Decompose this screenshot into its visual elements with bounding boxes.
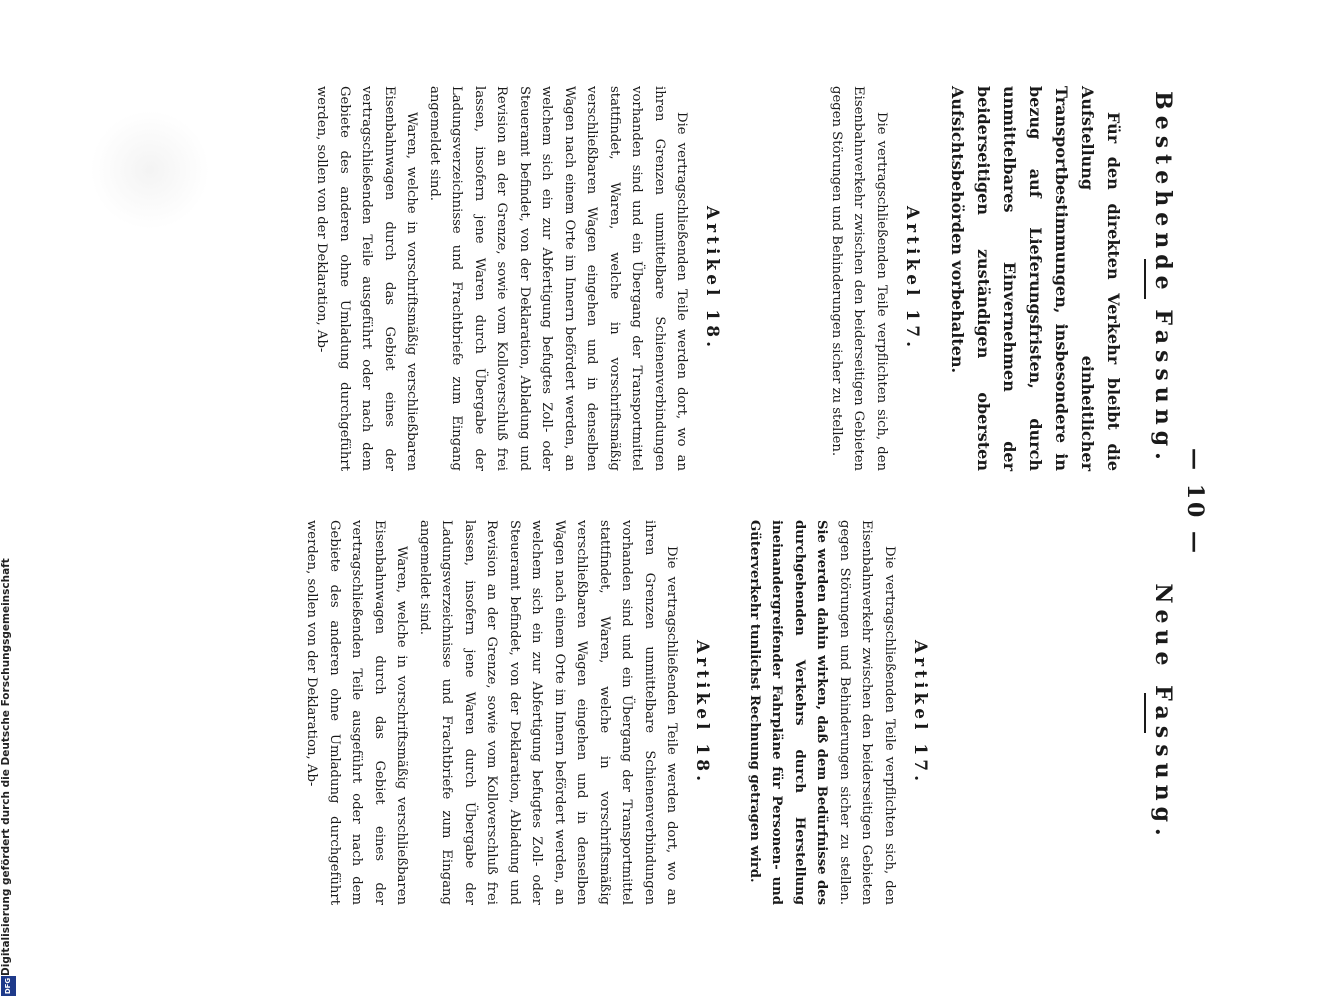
article-18-text-2: Waren, welche in vorschriftsmäßig verschließbaren Eisenbahnwagen durch das Gebiet eines der vertragschließenden Teile ausgeführt oder nach dem Gebiete des anderen ohne Umladung durchgeführt werden, sollen von der Deklaration, Ab- bbox=[304, 520, 410, 905]
dfg-logo-icon bbox=[1, 976, 16, 996]
digitization-credit bbox=[0, 558, 18, 996]
article-18-text-1: Die vertragschließenden Teile werden dort, wo an ihren Grenzen unmittelbare Schienenverbindungen vorhanden sind und ein Übergang der Transportmittel stattfindet, Waren, welche in vorschriftsmäßig verschließbaren Wagen eingehen und in denselben Wagen nach einem Orte im Innern befördert werden, an welchem sich ein zur Abfertigung befugtes Zoll- oder Steueramt befindet, von der Deklaration, Abladung und Revision an der Grenze, sowie vom Kolloverschluß frei lassen, insofern jene Waren durch Übergabe der Ladungsverzeichnisse und Frachtbriefe zum Eingang angemeldet sind. bbox=[427, 86, 690, 471]
column-title-existing: Bestehende Fassung. bbox=[1150, 91, 1176, 466]
article-18-text-2: Waren, welche in vorschriftsmäßig verschließbaren Eisenbahnwagen durch das Gebiet eines der vertragschließenden Teile ausgeführt oder nach dem Gebiete des anderen ohne Umladung durchgeführt werden, sollen von der Deklaration, Ab- bbox=[314, 86, 420, 471]
intro-paragraph: Für den direkten Verkehr bleibt die Aufstellung einheitlicher Transportbestimmungen, insbesondere in bezug auf Lieferungsfristen, durch unmittelbares Einvernehmen der beiderseitigen zuständigen obersten Aufsichtsbehörden vorbehalten. bbox=[948, 86, 1123, 471]
article-18-text-1: Die vertragschließenden Teile werden dort, wo an ihren Grenzen unmittelbare Schienenverbindungen vorhanden sind und ein Übergang der Transportmittel stattfindet, Waren, welche in vorschriftsmäßig verschließbaren Wagen eingehen und in denselben Wagen nach einem Orte im Innern befördert werden, an welchem sich ein zur Abfertigung befugtes Zoll- oder Steueramt befindet, von der Deklaration, Abladung und Revision an der Grenze, sowie vom Kolloverschluß frei lassen, insofern jene Waren durch Übergabe der Ladungsverzeichnisse und Frachtbriefe zum Eingang angemeldet sind. bbox=[417, 520, 680, 905]
title-underline bbox=[1144, 693, 1146, 733]
column-new-version bbox=[300, 520, 1176, 905]
column-existing-version bbox=[310, 86, 1176, 471]
title-underline bbox=[1144, 259, 1146, 299]
article-17-text-plain: Die vertragschließenden Teile verpflichten sich, den Eisenbahnverkehr zwischen den beiderseitigen Gebieten gegen Störungen und Behinderungen sicher zu stellen. bbox=[837, 520, 897, 905]
credit-text: Digitalisierung gefördert durch die Deutsche Forschungsgemeinschaft bbox=[0, 558, 12, 976]
column-title-new: Neue Fassung. bbox=[1150, 583, 1176, 842]
article-17-text-amendment: Sie werden dahin wirken, daß dem Bedürfnisse des durchgehenden Verkehrs durch Herstellung ineinandergreifender Fahrpläne für Personen- und Güterverkehr tunlichst Rechnung getragen wird. bbox=[747, 520, 830, 905]
article-18-heading: Artikel 18. bbox=[702, 205, 723, 351]
article-18-heading: Artikel 18. bbox=[692, 639, 713, 785]
article-17-text bbox=[743, 520, 901, 905]
article-17-heading: Artikel 17. bbox=[902, 205, 922, 351]
article-17-text: Die vertragschließenden Teile verpflichten sich, den Eisenbahnverkehr zwischen den beiderseitigen Gebieten gegen Störungen und Behinderungen sicher zu stellen. bbox=[829, 86, 889, 471]
dfg-logo-text: DFG bbox=[4, 977, 13, 995]
document-page bbox=[132, 72, 1212, 932]
article-17-heading: Artikel 17. bbox=[910, 639, 930, 785]
page-number: — 10 — bbox=[1182, 448, 1208, 556]
